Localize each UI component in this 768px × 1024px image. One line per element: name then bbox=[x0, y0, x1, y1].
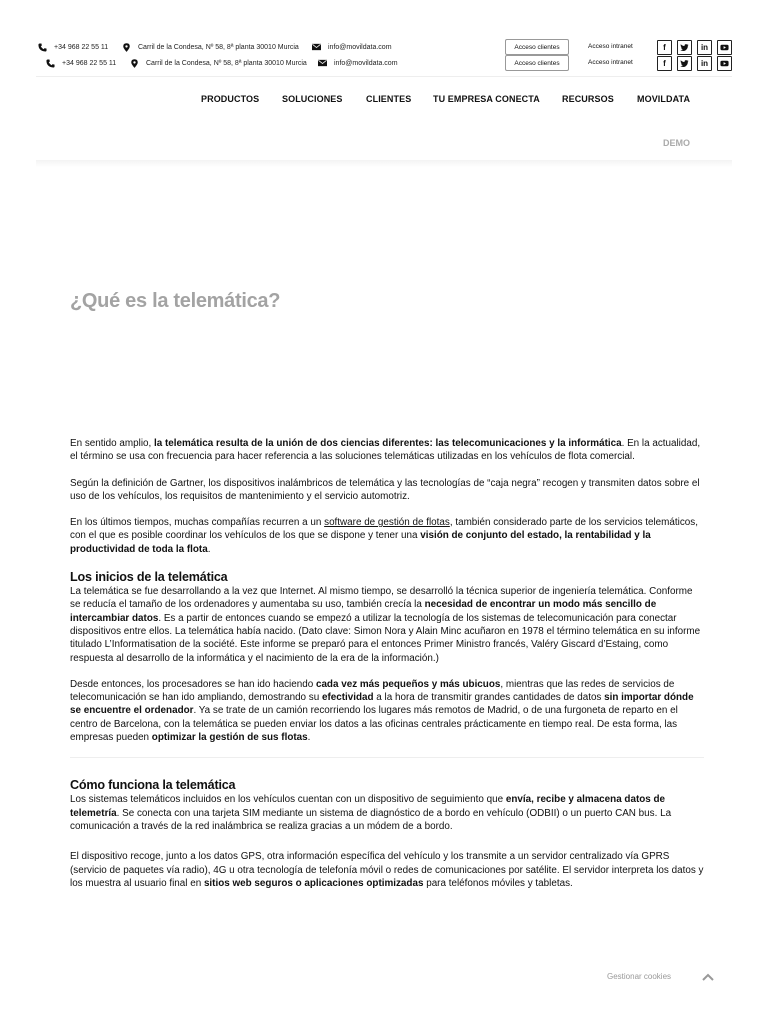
nav-clientes[interactable]: CLIENTES bbox=[366, 94, 412, 104]
software-gestion-flotas-link[interactable]: software de gestión de flotas bbox=[324, 517, 450, 529]
nav-movildata[interactable]: MOVILDATA bbox=[637, 94, 691, 104]
paragraph-intro bbox=[70, 437, 704, 464]
email-contact[interactable] bbox=[312, 43, 392, 51]
address-contact bbox=[122, 43, 299, 52]
phone-contact-2[interactable] bbox=[46, 59, 116, 68]
paragraph-sistemas bbox=[70, 793, 704, 833]
facebook-icon[interactable]: f bbox=[657, 56, 672, 71]
text-run: Según la definición de Gartner, los dispositivos inalámbricos de telemática y las tecnologías de “caja negra” recogen y transmiten datos sobre el uso de los vehículos, los requisitos de mantenimiento y el servicio automotriz. bbox=[70, 477, 700, 502]
text-run: . Es a partir de entonces cuando se empezó a utilizar la tecnología de los sistemas de telecomunicación para conectar dispositivos entre ellos. La telemática había nacido. (Dato clave: Simon Nora y Alain Minc acuñaron en 1978 el término telemática en su informe titulado L’Informatisation de la société. Este informe se preparó para el entonces Primer Ministro francés, Valéry Giscard d’Estaing, como respuesta al desarrollo de la informática y el nacimiento de la era de la información.) bbox=[70, 612, 701, 664]
text-run: . bbox=[307, 732, 311, 744]
bold-text: sitios web seguros o aplicaciones optimizadas bbox=[203, 877, 424, 889]
bold-text: cada vez más pequeños y más ubicuos bbox=[315, 678, 501, 690]
linkedin-icon[interactable]: in bbox=[697, 40, 712, 55]
bold-text: envía, recibe y almacena datos de telemetría bbox=[70, 794, 666, 819]
text-run: El dispositivo recoge, junto a los datos GPS, otra información específica del vehículo y los transmite a un servidor centralizado vía GPRS (servicio de paquetes vía radio), 4G u otra tecnología de telefonía móvil o redes de comunicaciones por satélite. El servidor interpreta los datos y los muestra al usuario final en bbox=[70, 851, 704, 889]
article-body bbox=[70, 437, 704, 890]
text-run: . Ya se trate de un camión recorriendo los lugares más remotos de Madrid, o de una furgoneta de reparto en el centro de Barcelona, con la telemática se pueden enviar los datos a las oficinas centrales prácticamente en tiempo real. De esta forma, las empresas pueden bbox=[70, 705, 678, 744]
phone-text: +34 968 22 55 11 bbox=[54, 44, 109, 51]
bold-text: efectividad bbox=[321, 692, 374, 704]
twitter-icon[interactable] bbox=[677, 56, 692, 71]
paragraph-dispositivo bbox=[70, 850, 704, 890]
address-text: Carril de la Condesa, Nº 58, 8ª planta 30010 Murcia bbox=[138, 44, 299, 51]
bold-text: sin importar dónde se encuentre el ordenador bbox=[70, 692, 694, 717]
nav-soluciones[interactable]: SOLUCIONES bbox=[282, 94, 343, 104]
phone-text: +34 968 22 55 11 bbox=[62, 60, 117, 67]
text-run: . Se conecta con una tarjeta SIM mediante un sistema de diagnóstico de a bordo en vehículo (ODBII) o un puerto CAN bus. La comunicación a través de la red inalámbrica se realiza gracias a un módem de a bordo. bbox=[70, 807, 672, 832]
paragraph-inicios bbox=[70, 585, 704, 665]
location-pin-icon bbox=[122, 43, 131, 52]
acceso-intranet-link[interactable]: Acceso intranet bbox=[588, 43, 633, 50]
text-run: . bbox=[207, 543, 211, 555]
manage-cookies-link[interactable]: Gestionar cookies bbox=[607, 972, 672, 981]
heading-inicios: Los inicios de la telemática bbox=[70, 570, 228, 585]
text-run: La telemática se fue desarrollando a la vez que Internet. Al mismo tiempo, se desarrolló la técnica superior de ingeniería telemática. Conforme se reducía el tamaño de los ordenadores y aumentaba su uso, también crecía la bbox=[70, 586, 693, 611]
bold-text: visión de conjunto del estado, la rentabilidad y la productividad de toda la flota bbox=[70, 530, 651, 555]
text-run: Los sistemas telemáticos incluidos en los vehículos cuentan con un dispositivo de seguimiento que bbox=[70, 794, 506, 806]
email-contact-2[interactable] bbox=[318, 59, 398, 67]
nav-productos[interactable]: PRODUCTOS bbox=[201, 94, 260, 104]
phone-icon bbox=[38, 43, 47, 52]
bold-text: la telemática resulta de la unión de dos ciencias diferentes: las telecomunicaciones y la informática bbox=[154, 438, 622, 449]
twitter-icon[interactable] bbox=[677, 40, 692, 55]
bold-text: optimizar la gestión de sus flotas bbox=[151, 732, 308, 744]
facebook-icon[interactable]: f bbox=[657, 40, 672, 55]
text-run: En sentido amplio, bbox=[70, 438, 154, 449]
address-contact-2 bbox=[130, 59, 307, 68]
mail-icon bbox=[312, 43, 321, 51]
text-run: a la hora de transmitir grandes cantidades de datos bbox=[373, 692, 605, 704]
nav-tu-empresa-conecta[interactable]: TU EMPRESA CONECTA bbox=[433, 94, 540, 104]
acceso-clientes-button-2[interactable]: Acceso clientes bbox=[505, 55, 569, 71]
header-shadow bbox=[36, 160, 732, 167]
address-text: Carril de la Condesa, Nº 58, 8ª planta 30010 Murcia bbox=[146, 60, 307, 67]
heading-funciona: Cómo funciona la telemática bbox=[70, 778, 236, 793]
text-run: , también considerado parte de los servicios telemáticos, con el que es posible coordinar los vehículos de los que se dispone y tener una bbox=[70, 517, 698, 542]
phone-contact[interactable] bbox=[38, 43, 108, 52]
paragraph-procesadores bbox=[70, 678, 704, 744]
nav-recursos[interactable]: RECURSOS bbox=[562, 94, 614, 104]
bold-text: necesidad de encontrar un modo más sencillo de intercambiar datos bbox=[70, 599, 657, 624]
text-run: . En la actualidad, el término se usa con frecuencia para hacer referencia a las soluciones telemáticas utilizadas en los vehículos de flota comercial. bbox=[70, 438, 701, 463]
paragraph-software bbox=[70, 516, 704, 556]
page-title: ¿Qué es la telemática? bbox=[70, 290, 281, 312]
linkedin-icon[interactable]: in bbox=[697, 56, 712, 71]
text-run: Desde entonces, los procesadores se han ido haciendo bbox=[70, 678, 316, 690]
mail-icon bbox=[318, 59, 327, 67]
youtube-icon[interactable] bbox=[717, 56, 732, 71]
acceso-clientes-button[interactable]: Acceso clientes bbox=[505, 39, 569, 55]
email-text: info@movildata.com bbox=[328, 43, 392, 51]
chevron-up-icon[interactable] bbox=[700, 971, 716, 983]
text-run: En los últimos tiempos, muchas compañías recurren a un bbox=[70, 517, 325, 529]
paragraph-gartner bbox=[70, 477, 704, 504]
header-divider bbox=[36, 76, 732, 77]
demo-button[interactable]: DEMO bbox=[663, 138, 690, 148]
text-run: , mientras que las redes de servicios de telecomunicación se han ido ampliando, demostrando su bbox=[70, 678, 675, 704]
phone-icon bbox=[46, 59, 55, 68]
text-run: para teléfonos móviles y tabletas. bbox=[423, 877, 573, 889]
youtube-icon[interactable] bbox=[717, 40, 732, 55]
acceso-intranet-link-2[interactable]: Acceso intranet bbox=[588, 59, 633, 66]
location-pin-icon bbox=[130, 59, 139, 68]
email-text: info@movildata.com bbox=[334, 59, 398, 67]
